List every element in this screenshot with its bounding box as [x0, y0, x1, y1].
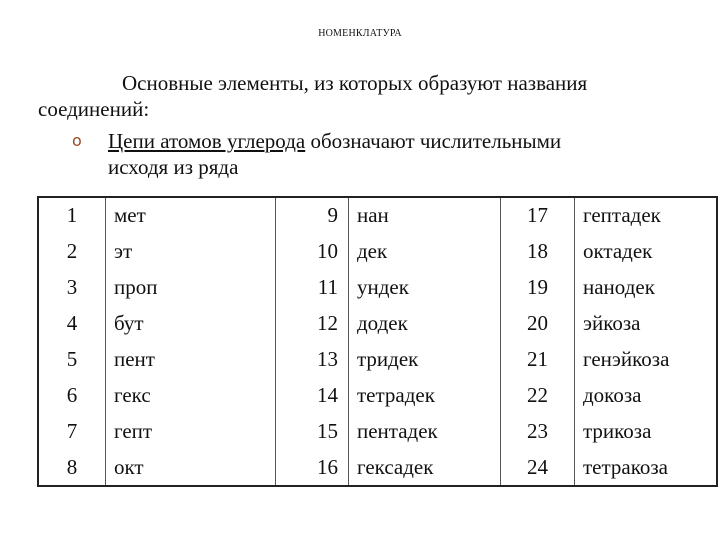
bullet-item [72, 128, 692, 180]
prefix-name-cell: бут [106, 306, 276, 342]
prefix-name-cell: мет [106, 197, 276, 234]
prefix-name-cell: гексадек [349, 449, 501, 486]
carbon-count-cell: 3 [38, 270, 106, 306]
prefix-name-cell: тетрадек [349, 377, 501, 413]
prefix-name-cell: пент [106, 342, 276, 378]
page-header: НОМЕНКЛАТУРА [318, 28, 402, 39]
prefix-name-cell: пентадек [349, 413, 501, 449]
prefix-name-cell: тетракоза [575, 449, 718, 486]
prefix-name-cell: гептадек [575, 197, 718, 234]
carbon-prefix-table [37, 196, 718, 487]
intro-paragraph [38, 70, 688, 122]
carbon-count-cell: 16 [276, 449, 349, 486]
prefix-name-cell: трикоза [575, 413, 718, 449]
carbon-count-cell: 23 [501, 413, 575, 449]
table-row [38, 197, 717, 234]
prefix-name-cell: нанодек [575, 270, 718, 306]
carbon-count-cell: 19 [501, 270, 575, 306]
carbon-count-cell: 8 [38, 449, 106, 486]
prefix-name-cell: эйкоза [575, 306, 718, 342]
bullet-text [108, 128, 561, 180]
carbon-count-cell: 2 [38, 234, 106, 270]
carbon-count-cell: 18 [501, 234, 575, 270]
prefix-name-cell: додек [349, 306, 501, 342]
bullet-marker-icon: o [72, 131, 82, 150]
prefix-name-cell: окт [106, 449, 276, 486]
carbon-count-cell: 10 [276, 234, 349, 270]
prefix-name-cell: проп [106, 270, 276, 306]
prefix-name-cell: нан [349, 197, 501, 234]
prefix-name-cell: гепт [106, 413, 276, 449]
carbon-count-cell: 7 [38, 413, 106, 449]
carbon-count-cell: 4 [38, 306, 106, 342]
carbon-count-cell: 11 [276, 270, 349, 306]
carbon-count-cell: 13 [276, 342, 349, 378]
prefix-name-cell: гекс [106, 377, 276, 413]
carbon-count-cell: 14 [276, 377, 349, 413]
carbon-count-cell: 6 [38, 377, 106, 413]
table-row [38, 449, 717, 486]
prefix-name-cell: генэйкоза [575, 342, 718, 378]
carbon-count-cell: 15 [276, 413, 349, 449]
prefix-name-cell: эт [106, 234, 276, 270]
carbon-count-cell: 1 [38, 197, 106, 234]
carbon-count-cell: 5 [38, 342, 106, 378]
table-row [38, 234, 717, 270]
prefix-name-cell: докоза [575, 377, 718, 413]
prefix-name-cell: октадек [575, 234, 718, 270]
bullet-text-rest-1: обозначают числительными [305, 129, 562, 153]
table-row [38, 306, 717, 342]
carbon-count-cell: 12 [276, 306, 349, 342]
prefix-name-cell: ундек [349, 270, 501, 306]
carbon-count-cell: 9 [276, 197, 349, 234]
table-row [38, 270, 717, 306]
prefix-name-cell: тридек [349, 342, 501, 378]
bullet-underlined-text: Цепи атомов углерода [108, 129, 306, 153]
carbon-count-cell: 21 [501, 342, 575, 378]
table-row [38, 413, 717, 449]
bullet-text-rest-2: исходя из ряда [108, 155, 239, 179]
carbon-count-cell: 20 [501, 306, 575, 342]
table-row [38, 342, 717, 378]
carbon-count-cell: 24 [501, 449, 575, 486]
intro-line-2: соединений: [38, 97, 150, 121]
intro-line-1: Основные элементы, из которых образуют названия [122, 71, 588, 95]
table-row [38, 377, 717, 413]
carbon-count-cell: 22 [501, 377, 575, 413]
prefix-name-cell: дек [349, 234, 501, 270]
carbon-count-cell: 17 [501, 197, 575, 234]
